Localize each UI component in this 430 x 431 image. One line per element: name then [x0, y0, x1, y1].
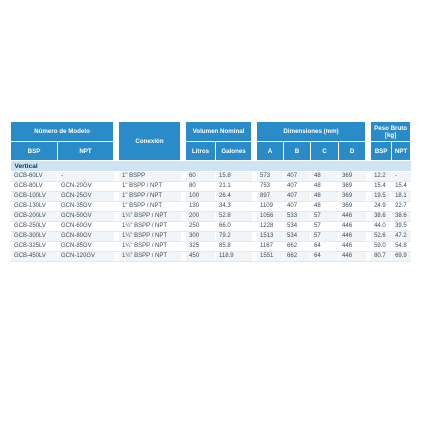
- cell-peso-npt: 38.6: [392, 212, 411, 222]
- cell-bsp: GCB-450LV: [11, 252, 58, 262]
- cell-peso-bsp: 44.0: [371, 222, 392, 232]
- cell-bsp: GCB-80LV: [11, 182, 58, 192]
- cell-litros: 325: [186, 242, 216, 252]
- cell-litros: 130: [186, 202, 216, 212]
- header-peso: Peso Bruto [kg]: [371, 122, 411, 142]
- cell-peso-bsp: 80.7: [371, 252, 392, 262]
- cell-d: 369: [339, 172, 366, 182]
- cell-bsp: GCB-100LV: [11, 192, 58, 202]
- cell-peso-bsp: 52.6: [371, 232, 392, 242]
- table-row: [11, 242, 411, 252]
- cell-b: 407: [284, 192, 311, 202]
- cell-a: 1228: [257, 222, 284, 232]
- cell-npt: GCN-20GV: [58, 182, 114, 192]
- cell-b: 534: [284, 222, 311, 232]
- cell-peso-npt: 18.1: [392, 192, 411, 202]
- cell-peso-bsp: 59.0: [371, 242, 392, 252]
- cell-litros: 450: [186, 252, 216, 262]
- table-row: [11, 172, 411, 182]
- table-row: [11, 192, 411, 202]
- cell-npt: GCN-120GV: [58, 252, 114, 262]
- cell-bsp: GCB-300LV: [11, 232, 58, 242]
- cell-npt: GCN-35GV: [58, 202, 114, 212]
- cell-a: 1551: [257, 252, 284, 262]
- cell-npt: GCN-80GV: [58, 232, 114, 242]
- section-vertical: Vertical: [11, 161, 411, 172]
- header-peso-npt: NPT: [392, 142, 411, 161]
- table-row: [11, 202, 411, 212]
- cell-litros: 250: [186, 222, 216, 232]
- cell-a: 1109: [257, 202, 284, 212]
- cell-npt: GCN-50GV: [58, 212, 114, 222]
- cell-galones: 15.8: [216, 172, 252, 182]
- cell-a: 1167: [257, 242, 284, 252]
- cell-a: 753: [257, 182, 284, 192]
- cell-b: 407: [284, 202, 311, 212]
- cell-peso-bsp: 24.9: [371, 202, 392, 212]
- cell-galones: 26.4: [216, 192, 252, 202]
- cell-d: 446: [339, 212, 366, 222]
- cell-peso-bsp: 15.4: [371, 182, 392, 192]
- cell-a: 1513: [257, 232, 284, 242]
- table-row: [11, 252, 411, 262]
- cell-c: 57: [311, 232, 339, 242]
- cell-peso-npt: 22.7: [392, 202, 411, 212]
- cell-peso-npt: 47.2: [392, 232, 411, 242]
- header-conexion: Conexión: [119, 122, 181, 161]
- cell-b: 534: [284, 232, 311, 242]
- header-dimensiones: Dimensiones (mm): [257, 122, 366, 142]
- header-bsp: BSP: [11, 142, 58, 161]
- cell-c: 48: [311, 172, 339, 182]
- cell-d: 369: [339, 202, 366, 212]
- cell-galones: 66.0: [216, 222, 252, 232]
- cell-c: 48: [311, 192, 339, 202]
- cell-npt: GCN-85GV: [58, 242, 114, 252]
- cell-conexion: 1" BSPP / NPT: [119, 182, 181, 192]
- cell-galones: 52.8: [216, 212, 252, 222]
- cell-conexion: 1¼" BSPP / NPT: [119, 212, 181, 222]
- cell-d: 369: [339, 192, 366, 202]
- header-galones: Galones: [216, 142, 252, 161]
- cell-c: 64: [311, 252, 339, 262]
- cell-conexion: 1" BSPP: [119, 172, 181, 182]
- cell-b: 533: [284, 212, 311, 222]
- cell-litros: 200: [186, 212, 216, 222]
- cell-galones: 85.8: [216, 242, 252, 252]
- header-c: C: [311, 142, 339, 161]
- cell-d: 446: [339, 242, 366, 252]
- cell-c: 48: [311, 202, 339, 212]
- cell-a: 1056: [257, 212, 284, 222]
- cell-npt: -: [58, 172, 114, 182]
- cell-bsp: GCB-250LV: [11, 222, 58, 232]
- cell-c: 57: [311, 222, 339, 232]
- cell-galones: 79.2: [216, 232, 252, 242]
- cell-c: 57: [311, 212, 339, 222]
- cell-peso-npt: 69.9: [392, 252, 411, 262]
- cell-peso-bsp: 38.6: [371, 212, 392, 222]
- cell-litros: 60: [186, 172, 216, 182]
- cell-d: 446: [339, 252, 366, 262]
- cell-peso-bsp: 12.2: [371, 172, 392, 182]
- header-b: B: [284, 142, 311, 161]
- cell-litros: 80: [186, 182, 216, 192]
- cell-npt: GCN-25GV: [58, 192, 114, 202]
- header-volumen: Volumen Nominal: [186, 122, 252, 142]
- cell-conexion: 1¼" BSPP / NPT: [119, 222, 181, 232]
- cell-a: 897: [257, 192, 284, 202]
- cell-c: 64: [311, 242, 339, 252]
- cell-galones: 34.3: [216, 202, 252, 212]
- cell-d: 446: [339, 232, 366, 242]
- cell-peso-npt: 15.4: [392, 182, 411, 192]
- spec-table: [10, 121, 411, 262]
- header-npt: NPT: [58, 142, 114, 161]
- table-row: [11, 212, 411, 222]
- cell-conexion: 1" BSPP / NPT: [119, 192, 181, 202]
- cell-bsp: GCB-325LV: [11, 242, 58, 252]
- cell-peso-npt: 39.5: [392, 222, 411, 232]
- cell-bsp: GCB-130LV: [11, 202, 58, 212]
- cell-b: 662: [284, 252, 311, 262]
- cell-peso-bsp: 19.5: [371, 192, 392, 202]
- cell-d: 446: [339, 222, 366, 232]
- table-row: [11, 182, 411, 192]
- cell-bsp: GCB-60LV: [11, 172, 58, 182]
- header-a: A: [257, 142, 284, 161]
- cell-conexion: 1¼" BSPP / NPT: [119, 232, 181, 242]
- cell-b: 407: [284, 172, 311, 182]
- header-peso-bsp: BSP: [371, 142, 392, 161]
- cell-a: 573: [257, 172, 284, 182]
- header-modelo: Número de Modelo: [11, 122, 114, 142]
- cell-peso-npt: -: [392, 172, 411, 182]
- cell-galones: 118.9: [216, 252, 252, 262]
- header-litros: Litros: [186, 142, 216, 161]
- table-row: [11, 232, 411, 242]
- cell-litros: 300: [186, 232, 216, 242]
- cell-bsp: GCB-200LV: [11, 212, 58, 222]
- cell-c: 48: [311, 182, 339, 192]
- cell-b: 662: [284, 242, 311, 252]
- cell-npt: GCN-60GV: [58, 222, 114, 232]
- table-row: [11, 222, 411, 232]
- spec-table-container: [10, 121, 410, 262]
- cell-litros: 100: [186, 192, 216, 202]
- cell-galones: 21.1: [216, 182, 252, 192]
- cell-peso-npt: 54.8: [392, 242, 411, 252]
- cell-conexion: 1¼" BSPP / NPT: [119, 242, 181, 252]
- cell-conexion: 1¼" BSPP / NPT: [119, 252, 181, 262]
- cell-b: 407: [284, 182, 311, 192]
- cell-conexion: 1" BSPP / NPT: [119, 202, 181, 212]
- cell-d: 369: [339, 182, 366, 192]
- header-d: D: [339, 142, 366, 161]
